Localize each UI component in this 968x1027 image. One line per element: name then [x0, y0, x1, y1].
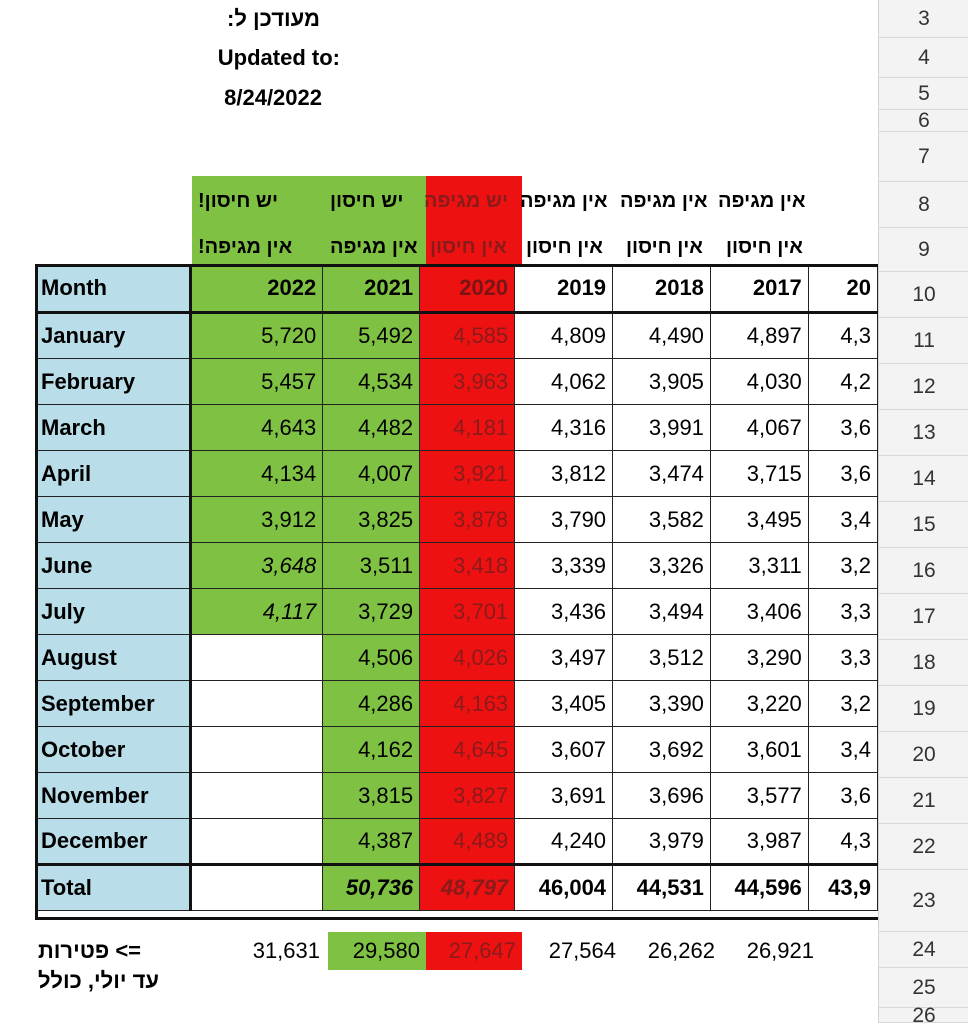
value-cell: 3,812 — [515, 451, 613, 497]
table-row — [36, 773, 878, 819]
month-cell: December — [36, 819, 191, 865]
value-cell: 3,511 — [323, 543, 420, 589]
band-label-2-2021: אין מגיפה — [330, 236, 418, 258]
total-row — [36, 865, 878, 911]
year-header: 2022 — [191, 265, 323, 313]
month-cell: August — [36, 635, 191, 681]
value-cell: 3,512 — [613, 635, 711, 681]
value-cell: 3,495 — [710, 497, 808, 543]
value-cell: 4,162 — [323, 727, 420, 773]
value-cell: 4,240 — [515, 819, 613, 865]
month-cell: November — [36, 773, 191, 819]
value-cell: 3,326 — [613, 543, 711, 589]
band-label-2-2022: אין מגיפה! — [198, 236, 293, 258]
deaths-table — [35, 264, 878, 920]
value-cell: 3,825 — [323, 497, 420, 543]
value-cell: 4,534 — [323, 359, 420, 405]
year-header: 2017 — [710, 265, 808, 313]
month-cell: September — [36, 681, 191, 727]
row-number[interactable]: 20 — [879, 732, 968, 778]
band-label-1-2017: אין מגיפה — [718, 190, 806, 212]
value-cell: 5,492 — [323, 313, 420, 359]
band-label-1-2021: יש חיסון — [330, 190, 404, 212]
table-row — [36, 819, 878, 865]
value-cell: 4,134 — [191, 451, 323, 497]
value-cell: 4,316 — [515, 405, 613, 451]
value-cell: 4,3 — [808, 819, 877, 865]
row-number[interactable]: 26 — [879, 1008, 968, 1023]
bottom-value-2020: 27,647 — [426, 932, 522, 970]
value-cell: 3,2 — [808, 681, 877, 727]
table-row — [36, 589, 878, 635]
value-cell — [191, 727, 323, 773]
value-cell: 4,007 — [323, 451, 420, 497]
value-cell: 4,181 — [420, 405, 515, 451]
value-cell: 4,030 — [710, 359, 808, 405]
value-cell: 4,482 — [323, 405, 420, 451]
value-cell: 3,405 — [515, 681, 613, 727]
bottom-value-2018: 26,262 — [647, 938, 715, 963]
table-row — [36, 727, 878, 773]
value-cell: 3,4 — [808, 497, 877, 543]
value-cell: 3,3 — [808, 589, 877, 635]
value-cell: 3,991 — [613, 405, 711, 451]
value-cell: 3,4 — [808, 727, 877, 773]
row-number[interactable]: 15 — [879, 502, 968, 548]
value-cell: 4,117 — [191, 589, 323, 635]
row-number[interactable]: 16 — [879, 548, 968, 594]
row-number-column — [878, 0, 968, 1027]
value-cell: 4,2 — [808, 359, 877, 405]
value-cell: 3,497 — [515, 635, 613, 681]
row-number[interactable]: 13 — [879, 410, 968, 456]
band-label-1-2020: יש מגיפה — [424, 190, 508, 212]
row-number[interactable]: 18 — [879, 640, 968, 686]
row-number[interactable]: 14 — [879, 456, 968, 502]
table-row — [36, 635, 878, 681]
value-cell: 3,220 — [710, 681, 808, 727]
total-label: Total — [36, 865, 191, 911]
value-cell: 3,827 — [420, 773, 515, 819]
value-cell: 5,720 — [191, 313, 323, 359]
value-cell: 3,6 — [808, 405, 877, 451]
table-header-row — [36, 265, 878, 313]
value-cell: 3,436 — [515, 589, 613, 635]
row-number[interactable]: 12 — [879, 364, 968, 410]
value-cell: 4,026 — [420, 635, 515, 681]
band-label-2-2020: אין חיסון — [430, 236, 507, 258]
value-cell: 3,494 — [613, 589, 711, 635]
value-cell: 3,582 — [613, 497, 711, 543]
value-cell: 3,418 — [420, 543, 515, 589]
value-cell: 3,905 — [613, 359, 711, 405]
month-cell: March — [36, 405, 191, 451]
value-cell: 3,979 — [613, 819, 711, 865]
value-cell: 3,474 — [613, 451, 711, 497]
band-label-2-2018: אין חיסון — [626, 236, 703, 258]
band-label-1-2018: אין מגיפה — [620, 190, 708, 212]
year-header: 2020 — [420, 265, 515, 313]
value-cell: 3,963 — [420, 359, 515, 405]
total-value: 50,736 — [323, 865, 420, 911]
bottom-sub-label: עד יולי, כולל — [38, 968, 159, 993]
table-row — [36, 497, 878, 543]
row-number[interactable]: 21 — [879, 778, 968, 824]
row-number[interactable]: 17 — [879, 594, 968, 640]
total-value: 48,797 — [420, 865, 515, 911]
value-cell: 3,815 — [323, 773, 420, 819]
value-cell: 4,897 — [710, 313, 808, 359]
year-header: 20 — [808, 265, 877, 313]
row-number[interactable]: 9 — [879, 228, 968, 272]
month-cell: June — [36, 543, 191, 589]
bottom-arrow-label: => פטירות — [38, 938, 142, 963]
value-cell: 4,489 — [420, 819, 515, 865]
month-cell: April — [36, 451, 191, 497]
value-cell: 3,921 — [420, 451, 515, 497]
row-number[interactable]: 4 — [879, 38, 968, 78]
row-number[interactable]: 10 — [879, 272, 968, 318]
band-label-2-2017: אין חיסון — [726, 236, 803, 258]
value-cell: 3,601 — [710, 727, 808, 773]
table-row — [36, 359, 878, 405]
value-cell: 3,691 — [515, 773, 613, 819]
value-cell: 3,406 — [710, 589, 808, 635]
value-cell: 3,912 — [191, 497, 323, 543]
month-cell: May — [36, 497, 191, 543]
value-cell: 3,339 — [515, 543, 613, 589]
table-row — [36, 313, 878, 359]
row-number[interactable]: 19 — [879, 686, 968, 732]
updated-to-label: Updated to: — [217, 45, 340, 70]
row-number[interactable]: 11 — [879, 318, 968, 364]
value-cell: 4,645 — [420, 727, 515, 773]
value-cell: 3,790 — [515, 497, 613, 543]
total-value: 43,9 — [808, 865, 877, 911]
bottom-value-2017: 26,921 — [746, 938, 814, 963]
row-number[interactable]: 8 — [879, 182, 968, 228]
row-number[interactable]: 22 — [879, 824, 968, 870]
value-cell — [191, 681, 323, 727]
table-row — [36, 681, 878, 727]
value-cell: 3,878 — [420, 497, 515, 543]
month-cell: January — [36, 313, 191, 359]
row-number[interactable]: 24 — [879, 932, 968, 968]
bottom-value-2021: 29,580 — [328, 932, 426, 970]
value-cell: 4,286 — [323, 681, 420, 727]
table-row — [36, 451, 878, 497]
value-cell: 3,6 — [808, 451, 877, 497]
row-number[interactable]: 23 — [879, 870, 968, 932]
month-column-header: Month — [36, 265, 191, 313]
row-number[interactable]: 5 — [879, 78, 968, 110]
month-cell: February — [36, 359, 191, 405]
total-value: 44,531 — [613, 865, 711, 911]
value-cell: 3,692 — [613, 727, 711, 773]
value-cell: 5,457 — [191, 359, 323, 405]
month-cell: July — [36, 589, 191, 635]
value-cell: 4,062 — [515, 359, 613, 405]
row-number[interactable]: 6 — [879, 110, 968, 132]
band-label-2-2019: אין חיסון — [526, 236, 603, 258]
value-cell: 4,643 — [191, 405, 323, 451]
value-cell — [191, 819, 323, 865]
value-cell: 4,809 — [515, 313, 613, 359]
value-cell: 3,290 — [710, 635, 808, 681]
value-cell: 3,577 — [710, 773, 808, 819]
value-cell: 3,648 — [191, 543, 323, 589]
value-cell: 3,715 — [710, 451, 808, 497]
table-row — [36, 405, 878, 451]
value-cell — [191, 773, 323, 819]
bottom-value-2019: 27,564 — [548, 938, 616, 963]
row-number[interactable]: 7 — [879, 132, 968, 182]
updated-date: 8/24/2022 — [224, 85, 322, 110]
value-cell — [191, 635, 323, 681]
value-cell: 4,506 — [323, 635, 420, 681]
value-cell: 3,729 — [323, 589, 420, 635]
band-label-1-2022: יש חיסון! — [198, 190, 279, 212]
value-cell: 3,987 — [710, 819, 808, 865]
year-header: 2018 — [613, 265, 711, 313]
value-cell: 4,163 — [420, 681, 515, 727]
value-cell: 3,3 — [808, 635, 877, 681]
table-row — [36, 543, 878, 589]
year-header: 2019 — [515, 265, 613, 313]
value-cell: 3,696 — [613, 773, 711, 819]
value-cell: 3,701 — [420, 589, 515, 635]
value-cell: 3,607 — [515, 727, 613, 773]
value-cell: 3,2 — [808, 543, 877, 589]
hebrew-updated-label: מעודכן ל: — [227, 6, 320, 31]
year-header: 2021 — [323, 265, 420, 313]
row-number[interactable]: 25 — [879, 968, 968, 1008]
value-cell: 3,6 — [808, 773, 877, 819]
value-cell: 4,585 — [420, 313, 515, 359]
value-cell: 4,387 — [323, 819, 420, 865]
total-value: 46,004 — [515, 865, 613, 911]
value-cell: 3,311 — [710, 543, 808, 589]
total-value: 44,596 — [710, 865, 808, 911]
value-cell: 4,067 — [710, 405, 808, 451]
total-value — [191, 865, 323, 911]
value-cell: 4,490 — [613, 313, 711, 359]
band-label-1-2019: אין מגיפה — [520, 190, 608, 212]
bottom-value-2022: 31,631 — [252, 938, 320, 963]
row-number[interactable]: 3 — [879, 0, 968, 38]
value-cell: 3,390 — [613, 681, 711, 727]
value-cell: 4,3 — [808, 313, 877, 359]
month-cell: October — [36, 727, 191, 773]
